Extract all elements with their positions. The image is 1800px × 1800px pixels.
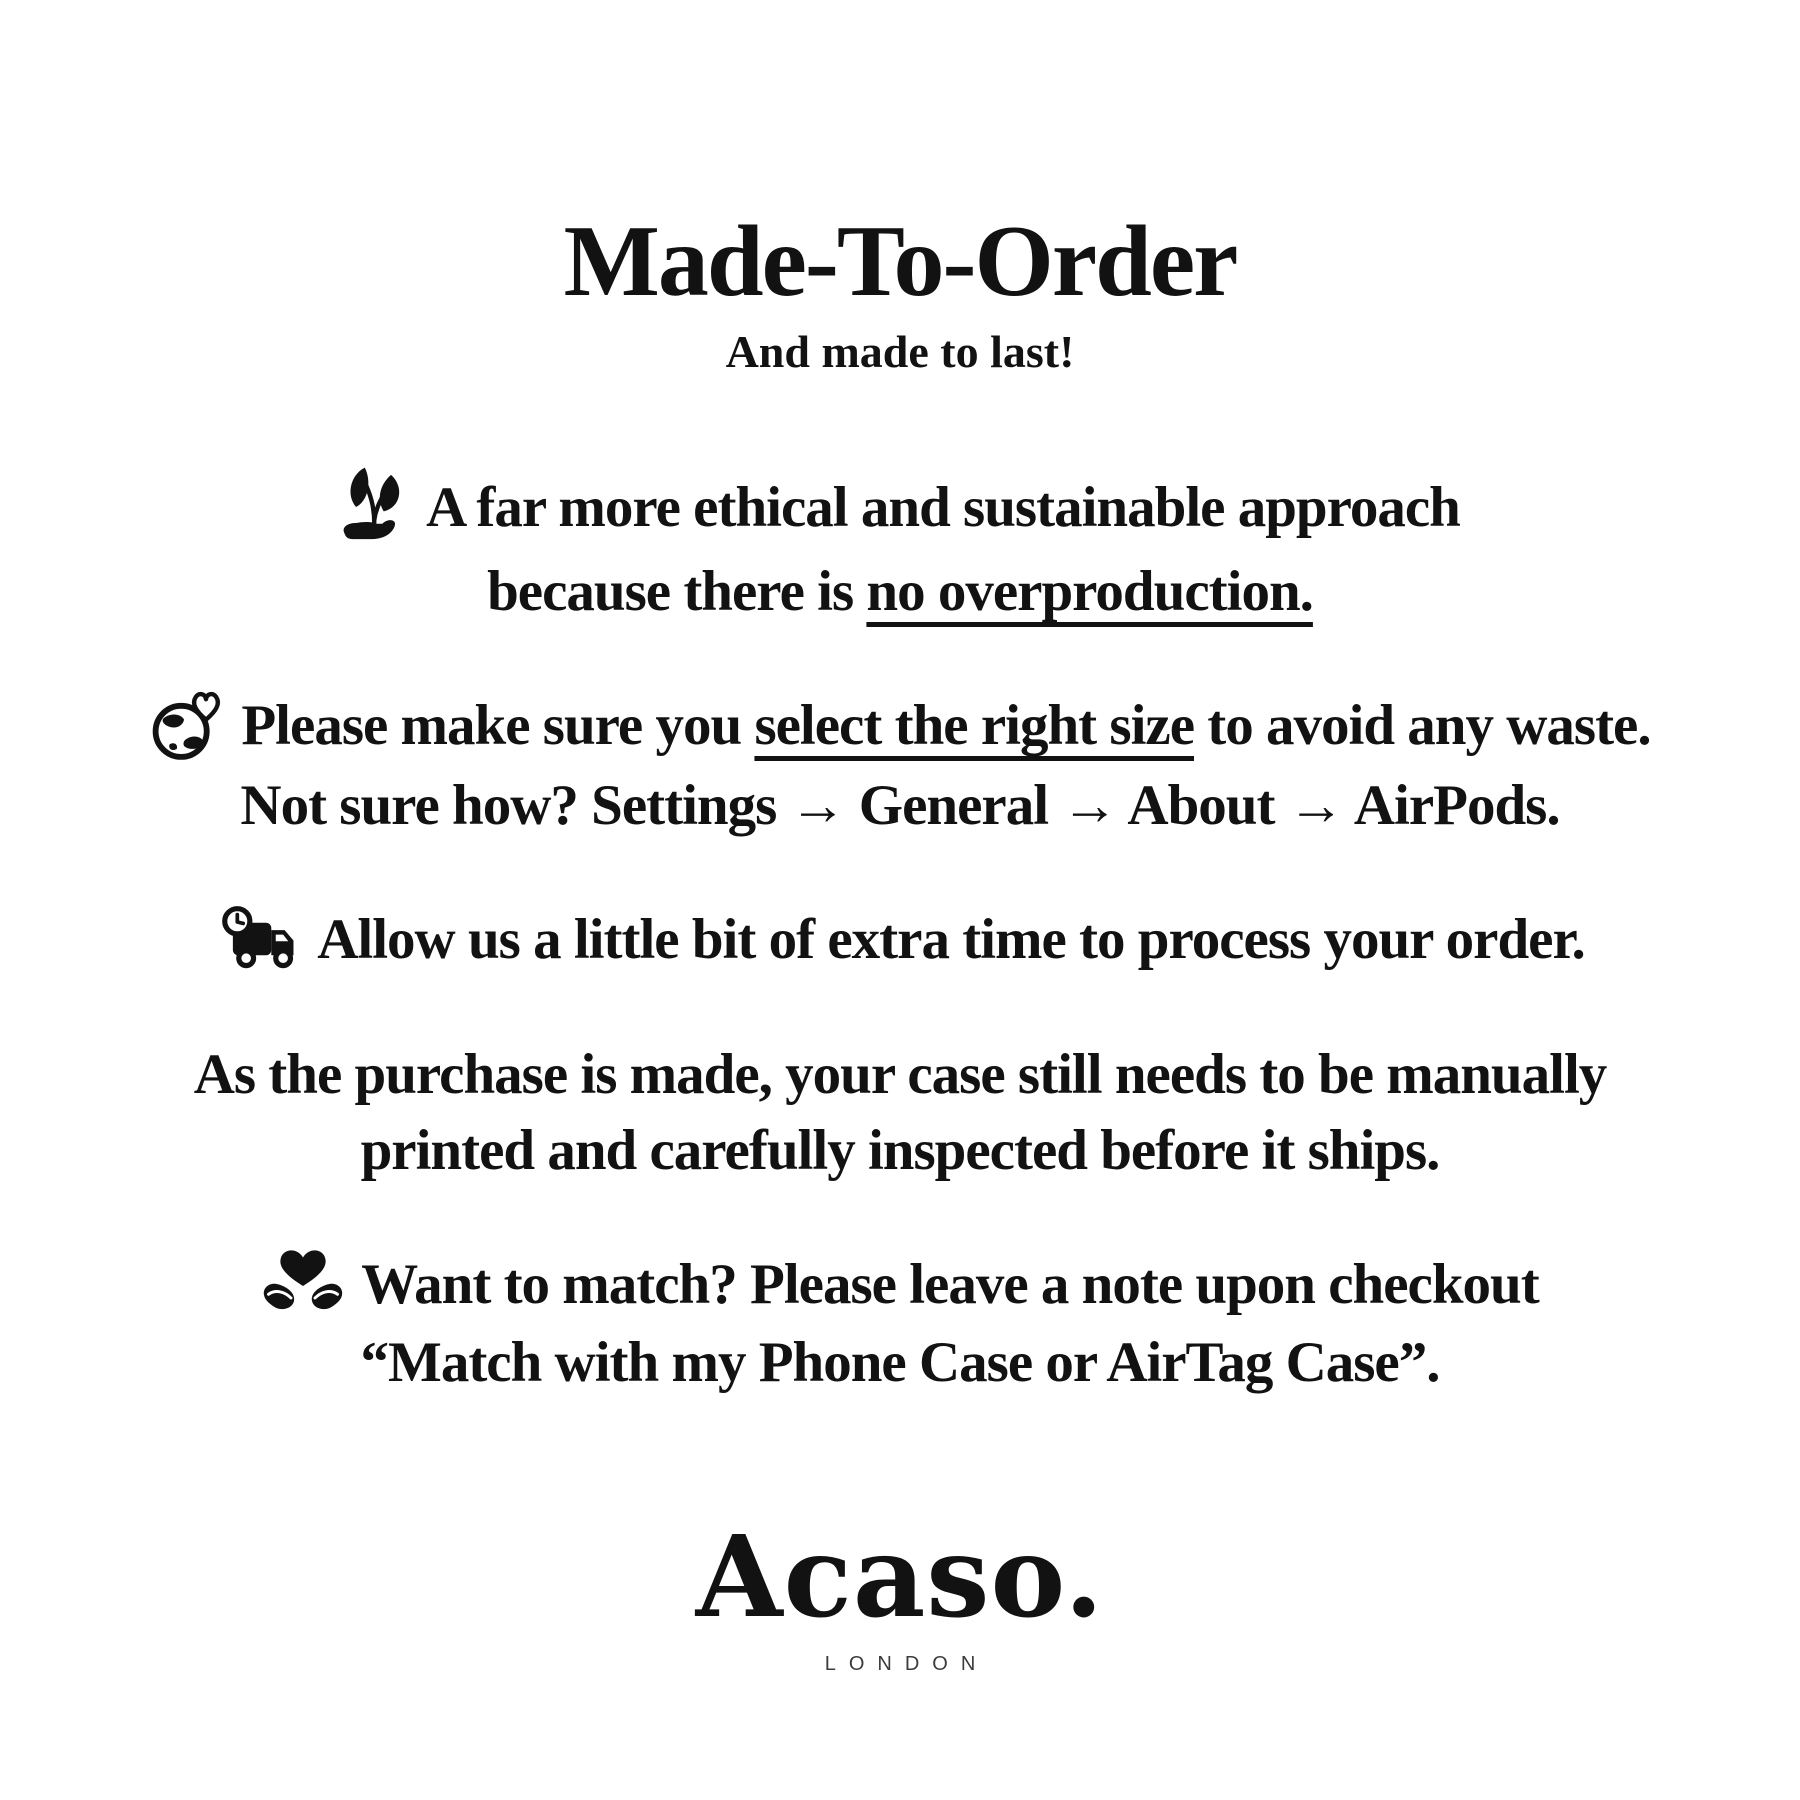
match-note-line-1 [0,1247,1800,1326]
seedling-hand-icon [340,466,410,548]
brand-location: LONDON [824,1653,989,1676]
hands-heart-icon [261,1247,345,1319]
sustainability-text-1: A far more ethical and sustainable approach [426,476,1460,540]
truck-clock-icon [215,905,301,973]
right-size-text-post: to avoid any waste. [1194,694,1651,758]
globe-heart-icon [149,689,225,762]
section-processing-time [0,902,1800,979]
page-subtitle: And made to last! [725,326,1075,378]
right-size-line-1 [0,688,1800,767]
right-size-text-pre: Please make sure you [241,694,755,758]
match-note-line-2: “Match with my Phone Case or AirTag Case”. [360,1331,1440,1395]
section-match-note [0,1247,1800,1402]
section-sustainability [0,470,1800,630]
no-overproduction-underline: no overproduction. [866,560,1313,624]
section-right-size [0,688,1800,843]
info-sections [0,470,1800,1401]
brand-wordmark: Acaso. [695,1512,1105,1644]
section-manual-production [0,1037,1800,1189]
processing-time-line-1 [0,902,1800,979]
page-title: Made-To-Order [563,205,1237,318]
select-right-size-underline: select the right size [754,694,1195,758]
sustainability-text-2: because there is [487,560,867,624]
manual-production-line-1: As the purchase is made, your case still needs to be manually [193,1042,1607,1106]
brand-footer [0,1512,1800,1676]
processing-time-text: Allow us a little bit of extra time to process your order. [317,907,1585,971]
sustainability-line-1 [0,470,1800,554]
right-size-line-2: Not sure how? Settings → General → About → AirPods. [240,773,1560,837]
match-note-text-1: Want to match? Please leave a note upon checkout [361,1252,1539,1316]
sustainability-line-2 [0,554,1800,630]
manual-production-line-2: printed and carefully inspected before it ships. [360,1118,1440,1182]
